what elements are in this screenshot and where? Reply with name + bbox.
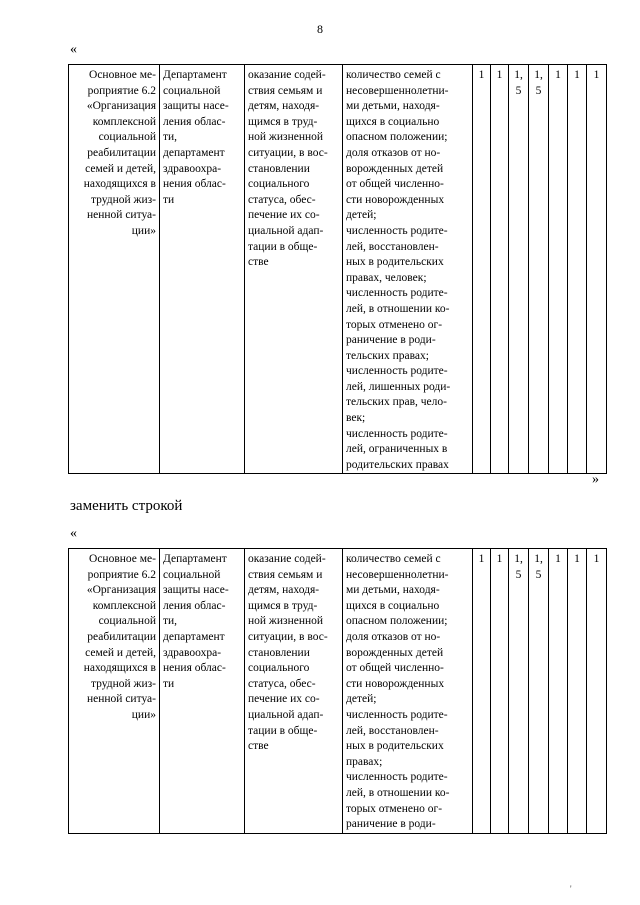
- value-cell: 1: [568, 549, 587, 834]
- value-cell: 1: [473, 549, 491, 834]
- executor-text: Департамент социальной защиты насе- ления облас- ти, департамент здравоохра- нения облас- ти: [163, 69, 229, 206]
- value-cell: 1, 5: [529, 65, 549, 474]
- opening-quote-2: «: [70, 526, 77, 541]
- replace-instruction: заменить строкой: [70, 498, 183, 514]
- measure-cell: [69, 65, 160, 474]
- page-number: 8: [317, 22, 323, 36]
- replacement-row-table: [68, 548, 607, 834]
- value-cell: 1: [491, 549, 509, 834]
- measure-cell: [69, 549, 160, 834]
- description-cell: [245, 65, 343, 474]
- table-row: [69, 65, 607, 474]
- indicators-cell: [343, 65, 473, 474]
- measure-text: Основное ме- роприятие 6.2 «Организация комплексной социальной реабилитации семей и детей, находящихся в трудной жиз- ненной ситуа- ции»: [83, 69, 156, 237]
- indicators-text: количество семей с несовершеннолетни- ми детьми, находя- щихся в социально опасном положении; доля отказов от но- ворожденных детей от общей численно- сти новорожденных детей; численность родите- лей, восстановлен- ных в родительских правах; численность родите- лей, в отношении ко- торых отменено ог- раничение в роди-: [346, 553, 450, 831]
- indicators-cell: [343, 549, 473, 834]
- executor-text: Департамент социальной защиты насе- ления облас- ти, департамент здравоохра- нения облас- ти: [163, 553, 229, 690]
- description-text: оказание содей- ствия семьям и детям, находя- щимся в труд- ной жизненной ситуации, в вос- становлении социального статуса, обес- печение их со- циальной адап- тации в обще- стве: [248, 69, 328, 269]
- executor-cell: [160, 65, 245, 474]
- value-cell: 1: [491, 65, 509, 474]
- value-cell: 1, 5: [529, 549, 549, 834]
- value-cell: 1, 5: [509, 65, 529, 474]
- executor-cell: [160, 549, 245, 834]
- description-text: оказание содей- ствия семьям и детям, находя- щимся в труд- ной жизненной ситуации, в вос- становлении социального статуса, обес- печение их со- циальной адап- тации в обще- стве: [248, 553, 328, 753]
- indicators-text: количество семей с несовершеннолетни- ми детьми, находя- щихся в социально опасном положении; доля отказов от но- ворожденных детей от общей численно- сти новорожденных детей; численность родите- лей, восстановлен- ных в родительских правах, человек; численность родите- лей, в отношении ко- торых отменено ог- раничение в роди- тельских правах; численность родите- лей, лишенных роди- тельских прав, чело- век; численность родите- лей, ограниченных в родительских правах: [346, 69, 451, 471]
- scan-mark: ': [570, 884, 572, 894]
- closing-quote: »: [592, 472, 599, 487]
- value-cell: 1: [473, 65, 491, 474]
- opening-quote: «: [70, 42, 77, 57]
- value-cell: 1: [549, 549, 568, 834]
- value-cell: 1, 5: [509, 549, 529, 834]
- table-row: [69, 549, 607, 834]
- value-cell: 1: [587, 549, 607, 834]
- value-cell: 1: [587, 65, 607, 474]
- description-cell: [245, 549, 343, 834]
- value-cell: 1: [568, 65, 587, 474]
- measure-text: Основное ме- роприятие 6.2 «Организация комплексной социальной реабилитации семей и детей, находящихся в трудной жиз- ненной ситуа- ции»: [83, 553, 156, 721]
- original-row-table: [68, 64, 607, 474]
- value-cell: 1: [549, 65, 568, 474]
